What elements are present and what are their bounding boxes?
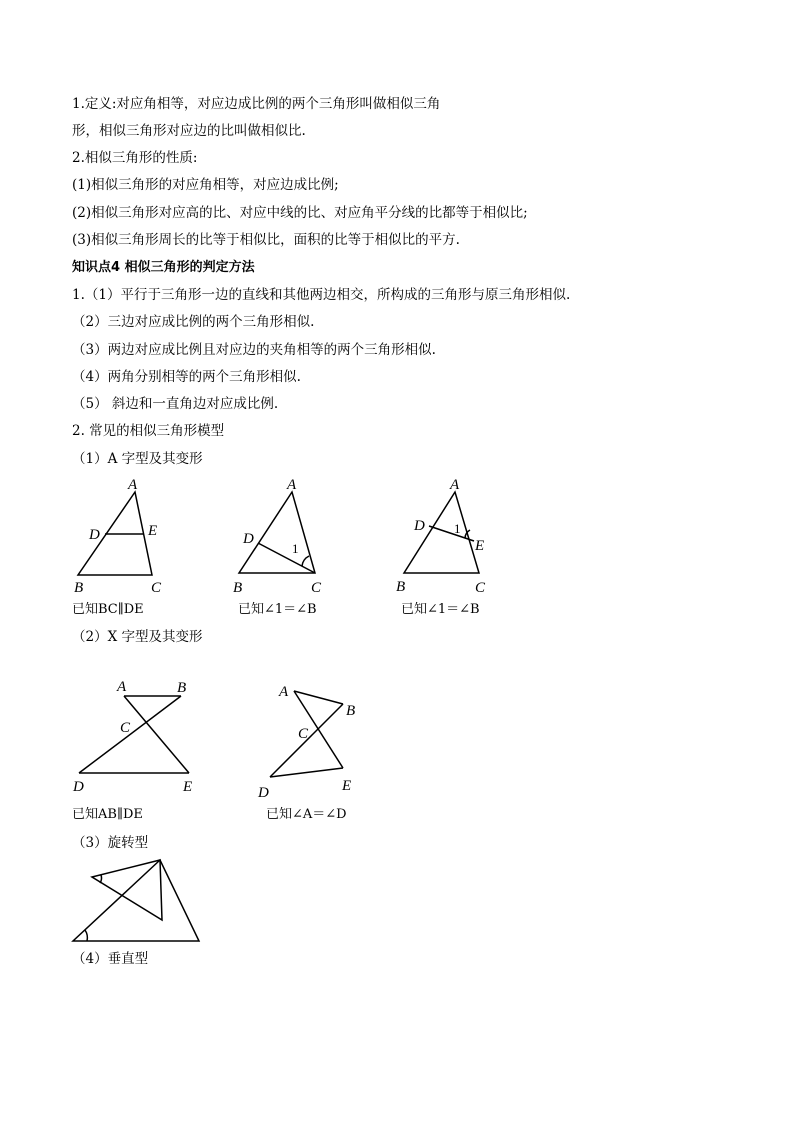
label-vertex: C bbox=[120, 720, 131, 736]
definition-line-2: 形，相似三角形对应边的比叫做相似比. bbox=[72, 123, 306, 139]
label-vertex: E bbox=[475, 538, 485, 554]
figure-x-shape-parallel bbox=[79, 696, 189, 773]
label-angle: 1 bbox=[292, 541, 299, 556]
label-vertex: A bbox=[287, 477, 297, 493]
figure-rotation-type bbox=[73, 860, 199, 941]
label-vertex: C bbox=[475, 580, 486, 596]
property-3: (3)相似三角形周长的比等于相似比，面积的比等于相似比的平方. bbox=[72, 232, 460, 248]
label-vertex: D bbox=[258, 785, 269, 801]
models-heading: 2. 常见的相似三角形模型 bbox=[72, 423, 225, 439]
label-vertex: A bbox=[450, 477, 460, 493]
model2-title: （2）X 字型及其变形 bbox=[72, 629, 203, 645]
label-vertex: E bbox=[183, 779, 193, 795]
model1-title: （1）A 字型及其变形 bbox=[72, 451, 203, 467]
model1-caption-1: 已知BC∥DE bbox=[72, 602, 144, 617]
label-vertex: B bbox=[396, 579, 406, 595]
criterion-4: （4）两角分别相等的两个三角形相似. bbox=[72, 369, 301, 385]
label-vertex: C bbox=[311, 580, 322, 596]
label-vertex: D bbox=[73, 779, 84, 795]
property-1: (1)相似三角形的对应角相等，对应边成比例; bbox=[72, 177, 339, 193]
criterion-3: （3）两边对应成比例且对应边的夹角相等的两个三角形相似. bbox=[72, 342, 436, 358]
label-vertex: A bbox=[128, 477, 138, 493]
definition-line-1: 1.定义:对应角相等，对应边成比例的两个三角形叫做相似三角 bbox=[72, 96, 441, 112]
label-vertex: D bbox=[89, 527, 100, 543]
model2-caption-2: 已知∠A＝∠D bbox=[266, 807, 347, 822]
label-vertex: A bbox=[117, 679, 127, 695]
criterion-5: （5） 斜边和一直角边对应成比例. bbox=[72, 396, 279, 412]
label-vertex: E bbox=[342, 778, 352, 794]
model2-caption-1: 已知AB∥DE bbox=[72, 807, 143, 822]
label-vertex: C bbox=[298, 726, 309, 742]
label-vertex: A bbox=[279, 684, 289, 700]
label-vertex: D bbox=[243, 531, 254, 547]
model4-title: （4）垂直型 bbox=[72, 951, 149, 967]
label-vertex: E bbox=[148, 523, 158, 539]
label-vertex: B bbox=[74, 580, 84, 596]
model1-caption-2: 已知∠1＝∠B bbox=[238, 602, 317, 617]
label-angle: 1 bbox=[454, 521, 461, 536]
label-vertex: B bbox=[177, 680, 187, 696]
rotation-angle-arc-bottom bbox=[85, 930, 87, 941]
angle-1-arc bbox=[302, 556, 309, 566]
label-vertex: C bbox=[151, 580, 162, 596]
label-vertex: B bbox=[233, 580, 243, 596]
label-vertex: B bbox=[346, 703, 356, 719]
property-2: (2)相似三角形对应高的比、对应中线的比、对应角平分线的比都等于相似比; bbox=[72, 205, 528, 221]
model1-caption-3: 已知∠1＝∠B bbox=[401, 602, 480, 617]
criterion-2: （2）三边对应成比例的两个三角形相似. bbox=[72, 314, 315, 330]
label-vertex: D bbox=[414, 518, 425, 534]
section-title: 知识点4 相似三角形的判定方法 bbox=[72, 260, 255, 275]
criterion-1: 1.（1）平行于三角形一边的直线和其他两边相交，所构成的三角形与原三角形相似. bbox=[72, 287, 571, 303]
model3-title: （3）旋转型 bbox=[72, 835, 149, 851]
properties-heading: 2.相似三角形的性质: bbox=[72, 150, 198, 166]
rotation-angle-arc-top bbox=[100, 875, 102, 883]
